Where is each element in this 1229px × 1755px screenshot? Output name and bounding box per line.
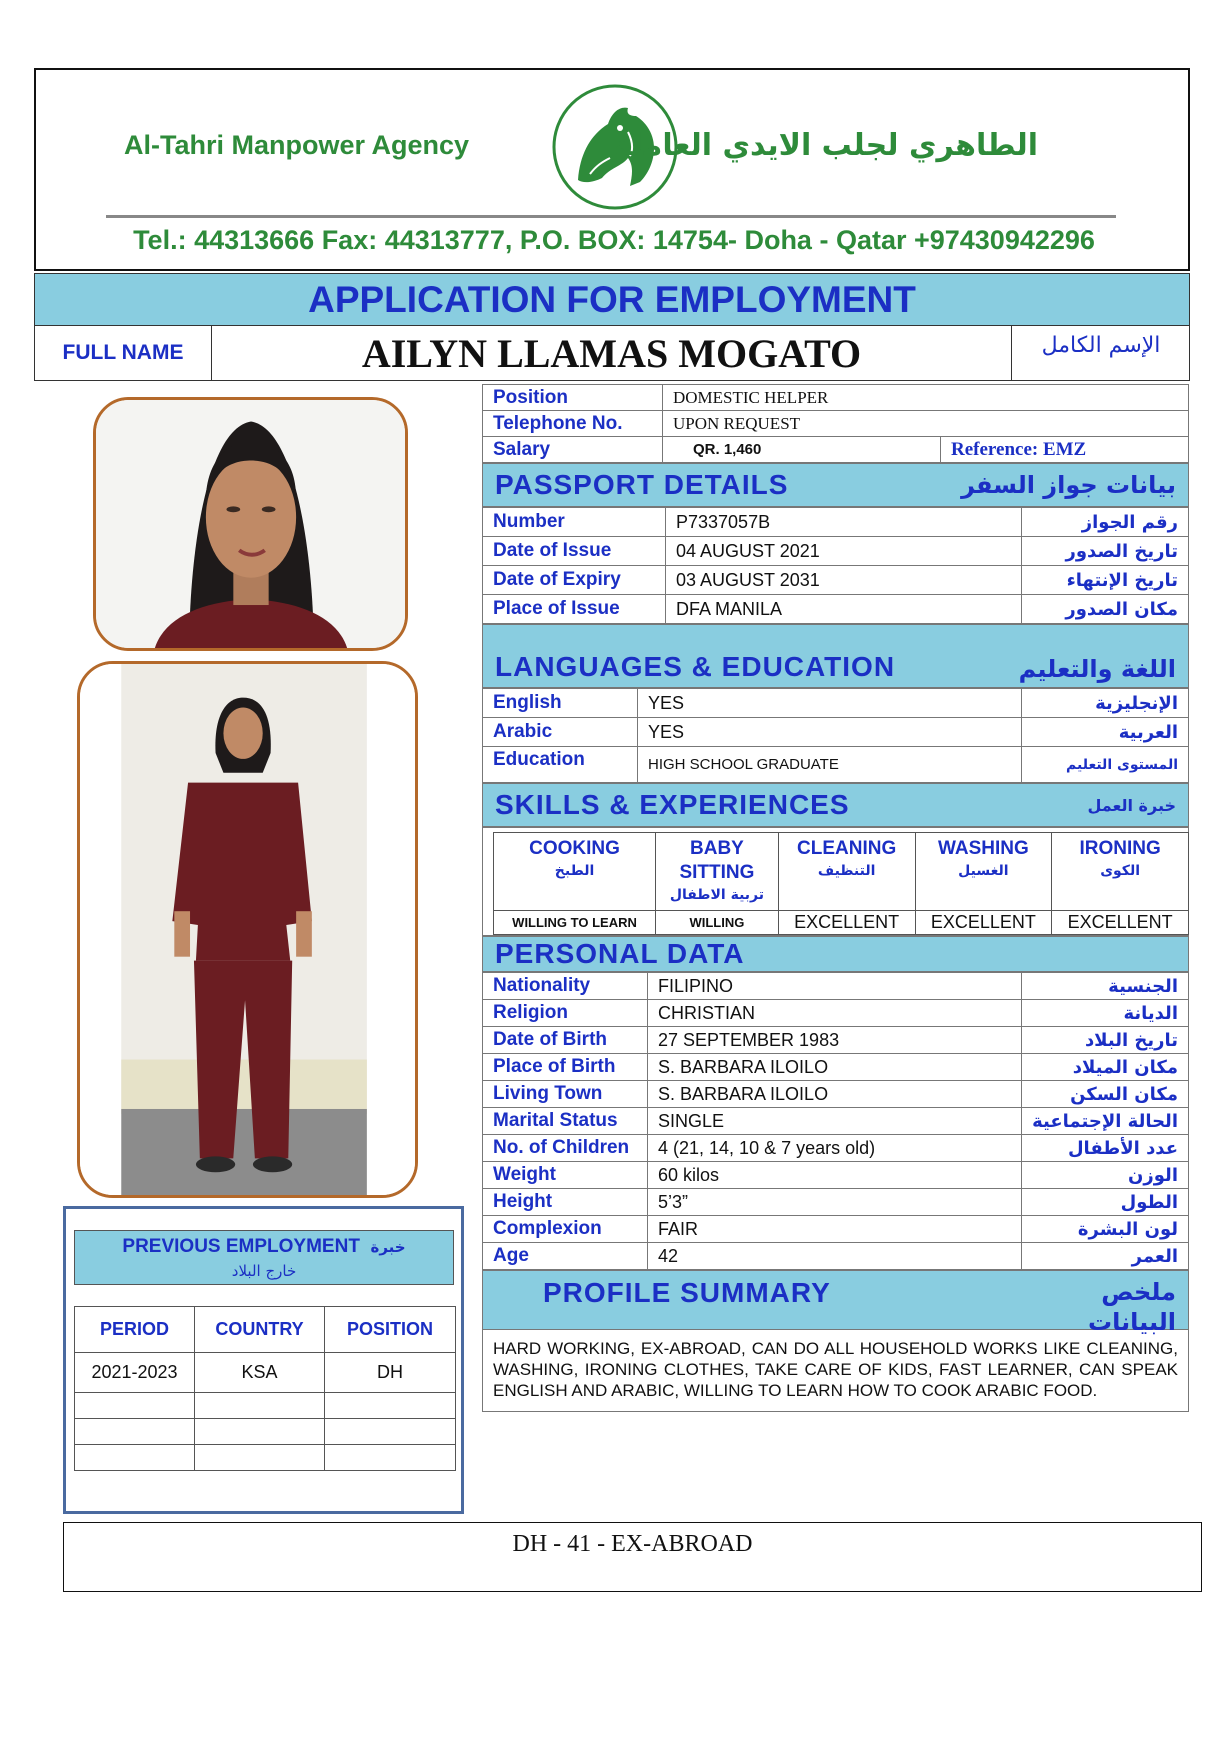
skill-name-ar: التنظيف [817, 863, 876, 879]
row-value: YES [638, 689, 1022, 718]
row-value: S. BARBARA ILOILO [648, 1054, 1022, 1081]
passport-title: PASSPORT DETAILS [495, 469, 789, 500]
row-value: 42 [648, 1243, 1022, 1270]
row-label: Weight [483, 1162, 648, 1189]
row-label: Marital Status [483, 1108, 648, 1135]
languages-title: LANGUAGES & EDUCATION [495, 651, 896, 682]
row-label-ar: مكان الميلاد [1022, 1054, 1189, 1081]
full-name-label: FULL NAME [35, 326, 212, 380]
skill-name: IRONING [1079, 838, 1161, 859]
skills-title-ar: خبرة العمل [1087, 795, 1176, 815]
telephone-label: Telephone No. [483, 411, 663, 437]
row-value: FAIR [648, 1216, 1022, 1243]
row-value: 27 SEPTEMBER 1983 [648, 1027, 1022, 1054]
row-label-ar: مكان السكن [1022, 1081, 1189, 1108]
skill-name-ar: الطبخ [554, 863, 595, 879]
skills-title: SKILLS & EXPERIENCES [495, 789, 850, 820]
row-value: SINGLE [648, 1108, 1022, 1135]
skill-ironing [1052, 833, 1189, 911]
agency-header [34, 68, 1190, 271]
row-label: Date of Expiry [483, 566, 666, 595]
table-row [483, 1000, 1189, 1027]
row-label: No. of Children [483, 1135, 648, 1162]
previous-employment-box [63, 1206, 464, 1514]
table-row [483, 566, 1189, 595]
position-cell: DH [325, 1353, 456, 1393]
row-value: HIGH SCHOOL GRADUATE [638, 747, 1022, 783]
row-label: Education [483, 747, 638, 783]
table-row [75, 1353, 456, 1393]
salary-value: QR. 1,460 [663, 437, 941, 463]
row-label-ar: تاريخ الصدور [1022, 537, 1189, 566]
salary-label: Salary [483, 437, 663, 463]
table-row [483, 973, 1189, 1000]
row-value: DFA MANILA [666, 595, 1022, 624]
row-label-ar: الطول [1022, 1189, 1189, 1216]
profile-section-header [482, 1270, 1189, 1336]
full-name-row [34, 326, 1190, 381]
empty-row [75, 1445, 456, 1471]
previous-employment-table [74, 1306, 456, 1471]
row-label: English [483, 689, 638, 718]
skill-name: BABY SITTING [679, 838, 755, 883]
empty-row [75, 1419, 456, 1445]
table-row [483, 689, 1189, 718]
row-value: CHRISTIAN [648, 1000, 1022, 1027]
form-title-band [34, 273, 1190, 326]
row-label-ar: رقم الجواز [1022, 508, 1189, 537]
row-label: Date of Issue [483, 537, 666, 566]
row-label-ar: المستوى التعليم [1022, 747, 1189, 783]
table-row [483, 1162, 1189, 1189]
row-value: 04 AUGUST 2021 [666, 537, 1022, 566]
row-label-ar: الإنجليزية [1022, 689, 1189, 718]
row-value: P7337057B [666, 508, 1022, 537]
skills-table [493, 832, 1189, 935]
row-value: 60 kilos [648, 1162, 1022, 1189]
skill-level: EXCELLENT [1052, 911, 1189, 935]
row-value: 03 AUGUST 2031 [666, 566, 1022, 595]
agency-name-ar: الطاهري لجلب الايدي العاملة [613, 128, 1038, 163]
skill-level: EXCELLENT [915, 911, 1052, 935]
row-label: Nationality [483, 973, 648, 1000]
row-label-ar: الديانة [1022, 1000, 1189, 1027]
profile-title-ar-2: البيانات [1088, 1308, 1176, 1336]
country-cell: KSA [195, 1353, 325, 1393]
row-label-ar: الجنسية [1022, 973, 1189, 1000]
full-name-label-ar: الإسم الكامل [1041, 333, 1161, 358]
table-row [483, 1243, 1189, 1270]
personal-title: PERSONAL DATA [495, 938, 745, 969]
row-label: Age [483, 1243, 648, 1270]
row-label: Arabic [483, 718, 638, 747]
previous-employment-title-band [74, 1230, 454, 1285]
row-value: 4 (21, 14, 10 & 7 years old) [648, 1135, 1022, 1162]
row-label: Place of Birth [483, 1054, 648, 1081]
empty-row [75, 1393, 456, 1419]
table-row [483, 1108, 1189, 1135]
row-label-ar: مكان الصدور [1022, 595, 1189, 624]
profile-summary-text: HARD WORKING, EX-ABROAD, CAN DO ALL HOUSEHOLD WORKS LIKE CLEANING, WASHING, IRONING CLOTHES, TAKE CARE OF KIDS, FAST LEARNER, CAN SPEAK ENGLISH AND ARABIC, WILLING TO LEARN HOW TO COOK ARABIC FOOD. [482, 1330, 1189, 1412]
row-label: Number [483, 508, 666, 537]
skill-name: CLEANING [797, 838, 897, 859]
row-value: FILIPINO [648, 973, 1022, 1000]
skill-level: WILLING [656, 911, 779, 935]
passport-table [482, 507, 1189, 624]
previous-employment-title-ar-1: خبرة [370, 1238, 406, 1256]
position-value: DOMESTIC HELPER [663, 385, 1189, 411]
row-label-ar: لون البشرة [1022, 1216, 1189, 1243]
skills-section-header [482, 783, 1189, 827]
table-row [483, 1054, 1189, 1081]
previous-employment-title: PREVIOUS EMPLOYMENT [122, 1236, 360, 1257]
skill-level: WILLING TO LEARN [494, 911, 656, 935]
agency-contact: Tel.: 44313666 Fax: 44313777, P.O. BOX: 14754- Doha - Qatar +97430942296 [133, 225, 1095, 255]
row-label-ar: تاريخ الإنتهاء [1022, 566, 1189, 595]
skill-baby-sitting [656, 833, 779, 911]
row-value: 5’3” [648, 1189, 1022, 1216]
row-label: Religion [483, 1000, 648, 1027]
telephone-value: UPON REQUEST [663, 411, 1189, 437]
reference-value: Reference: EMZ [941, 437, 1189, 463]
row-label-ar: عدد الأطفال [1022, 1135, 1189, 1162]
skill-washing [915, 833, 1052, 911]
full-name-value: AILYN LLAMAS MOGATO [212, 326, 1012, 380]
skill-name-ar: الكوى [1100, 863, 1141, 879]
form-title: APPLICATION FOR EMPLOYMENT [308, 279, 916, 320]
skill-cleaning [778, 833, 915, 911]
details-column [482, 384, 1189, 1412]
profile-title-ar [1088, 1277, 1176, 1337]
profile-title: PROFILE SUMMARY [543, 1277, 831, 1308]
row-label: Date of Birth [483, 1027, 648, 1054]
job-info-table [482, 384, 1189, 463]
full-body-photo [77, 661, 418, 1198]
row-label: Place of Issue [483, 595, 666, 624]
row-label-ar: العربية [1022, 718, 1189, 747]
row-label-ar: العمر [1022, 1243, 1189, 1270]
skill-cooking [494, 833, 656, 911]
languages-table [482, 688, 1189, 783]
position-header: POSITION [325, 1307, 456, 1353]
period-cell: 2021-2023 [75, 1353, 195, 1393]
table-row [483, 1216, 1189, 1243]
table-row [483, 1135, 1189, 1162]
skill-name-ar: الغسيل [958, 863, 1009, 879]
languages-section-header [482, 624, 1189, 688]
portrait-photo [93, 397, 408, 651]
agency-name-en: Al-Tahri Manpower Agency [124, 130, 470, 160]
personal-table [482, 972, 1189, 1270]
row-label-ar: الوزن [1022, 1162, 1189, 1189]
country-header: COUNTRY [195, 1307, 325, 1353]
position-label: Position [483, 385, 663, 411]
table-row [483, 1189, 1189, 1216]
skill-name: COOKING [529, 838, 620, 859]
table-row [483, 595, 1189, 624]
table-row [483, 747, 1189, 783]
skill-name-ar: تربية الاطفال [669, 887, 765, 903]
languages-title-ar: اللغة والتعليم [1018, 655, 1176, 683]
row-value: YES [638, 718, 1022, 747]
profile-title-ar-1: ملخص [1101, 1278, 1176, 1306]
table-row [483, 508, 1189, 537]
table-row [483, 718, 1189, 747]
header-divider [106, 215, 1116, 218]
row-value: S. BARBARA ILOILO [648, 1081, 1022, 1108]
row-label: Complexion [483, 1216, 648, 1243]
footer-code: DH - 41 - EX-ABROAD [512, 1531, 753, 1557]
skill-level: EXCELLENT [778, 911, 915, 935]
row-label-ar: الحالة الإجتماعية [1022, 1108, 1189, 1135]
table-row [483, 1081, 1189, 1108]
row-label: Living Town [483, 1081, 648, 1108]
table-row [483, 1027, 1189, 1054]
row-label: Height [483, 1189, 648, 1216]
personal-section-header [482, 936, 1189, 972]
passport-section-header [482, 463, 1189, 507]
skills-wrap [482, 827, 1189, 936]
passport-title-ar: بيانات جواز السفر [961, 471, 1176, 499]
table-row [483, 537, 1189, 566]
previous-employment-title-ar-2: خارج البلاد [231, 1262, 297, 1280]
footer-box [63, 1522, 1202, 1592]
skill-name: WASHING [937, 838, 1029, 859]
period-header: PERIOD [75, 1307, 195, 1353]
row-label-ar: تاريخ البلاد [1022, 1027, 1189, 1054]
